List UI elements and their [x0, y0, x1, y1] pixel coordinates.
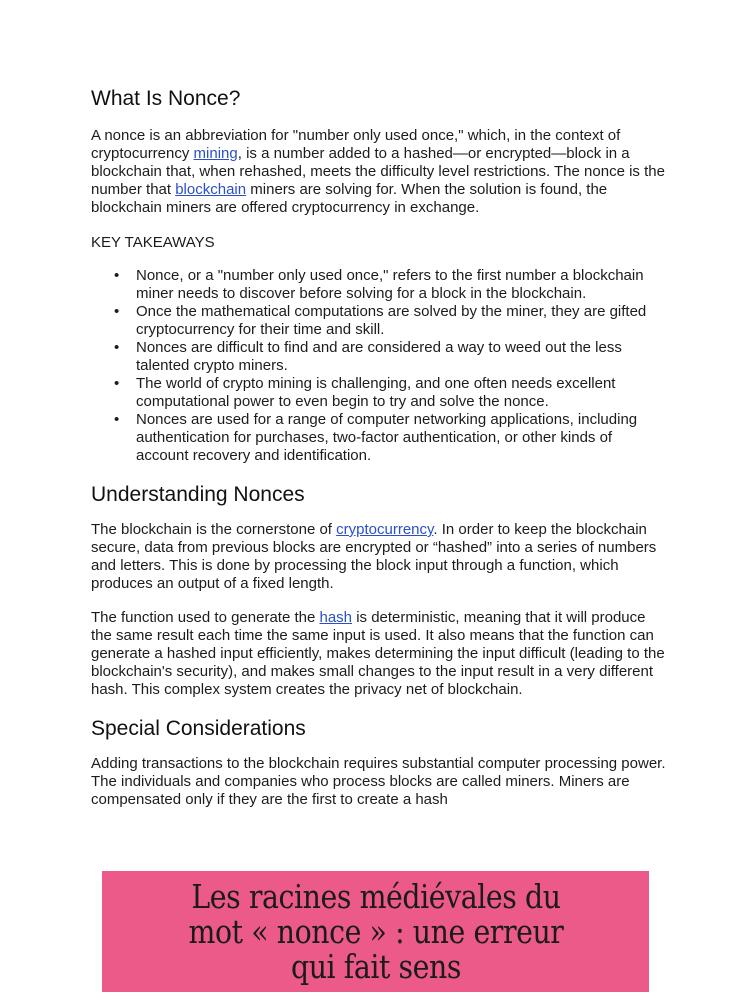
understanding-text-2: . In order to keep the blockchain secure, data from previous blocks are encrypted or “hashed” into a series of numbers and letters. This is done by processing the block input through a function, which produces an output of a fixed length.: [91, 521, 657, 592]
list-item: • Nonces are used for a range of computer networking applications, including authentication for purchases, two-factor authentication, or other kinds of account recovery and identification.: [136, 411, 666, 465]
intro-text-3: miners are solving for. When the solution is found, the blockchain miners are offered cryptocurrency in exchange.: [91, 181, 608, 216]
hash-link[interactable]: hash: [319, 609, 353, 626]
title-banner: [102, 871, 649, 992]
heading-special-considerations: Special Considerations: [91, 717, 306, 740]
heading-understanding-nonces: Understanding Nonces: [91, 483, 305, 506]
blockchain-link[interactable]: blockchain: [175, 181, 247, 198]
list-item: • Nonce, or a "number only used once," refers to the first number a blockchain miner needs to discover before solving for a block in the blockchain.: [136, 267, 666, 303]
intro-text-1: A nonce is an abbreviation for "number only used once," which, in the context of cryptocurrency: [91, 127, 621, 162]
intro-text-2: , is a number added to a hashed—or encrypted—block in a blockchain that, when rehashed, meets the difficulty level restrictions. The nonce is the number that: [91, 145, 665, 198]
list-item: • Once the mathematical computations are solved by the miner, they are gifted cryptocurrency for their time and skill.: [136, 303, 666, 339]
intro-paragraph: [91, 127, 666, 217]
list-item: • The world of crypto mining is challenging, and one often needs excellent computational power to even begin to try and solve the nonce.: [136, 375, 666, 411]
cryptocurrency-link[interactable]: cryptocurrency: [336, 521, 434, 538]
understanding-text-4: is deterministic, meaning that it will produce the same result each time the same input is used. It also means that the function can generate a hashed input efficiently, makes determining the input difficult (leading to the blockchain's security), and makes small changes to the input result in a very different hash. This complex system creates the privacy net of blockchain.: [91, 609, 665, 698]
list-item: • Nonces are difficult to find and are considered a way to weed out the less talented crypto miners.: [136, 339, 666, 375]
special-paragraph: Adding transactions to the blockchain requires substantial computer processing power. The individuals and companies who process blocks are called miners. Miners are compensated only if they are the first to create a hash: [91, 755, 666, 808]
understanding-paragraph-2: [91, 609, 666, 699]
banner-title: Les racines médiévales du mot « nonce » : une erreur qui fait sens: [188, 877, 563, 986]
mining-link[interactable]: mining: [193, 145, 238, 162]
understanding-text-1: The blockchain is the cornerstone of: [91, 521, 337, 538]
key-takeaways-label: KEY TAKEAWAYS: [91, 234, 215, 251]
article: [91, 82, 666, 809]
understanding-paragraph-1: [91, 521, 666, 593]
understanding-text-3: The function used to generate the: [91, 609, 320, 626]
heading-what-is-nonce: What Is Nonce?: [91, 87, 241, 110]
takeaways-list: [91, 267, 666, 465]
